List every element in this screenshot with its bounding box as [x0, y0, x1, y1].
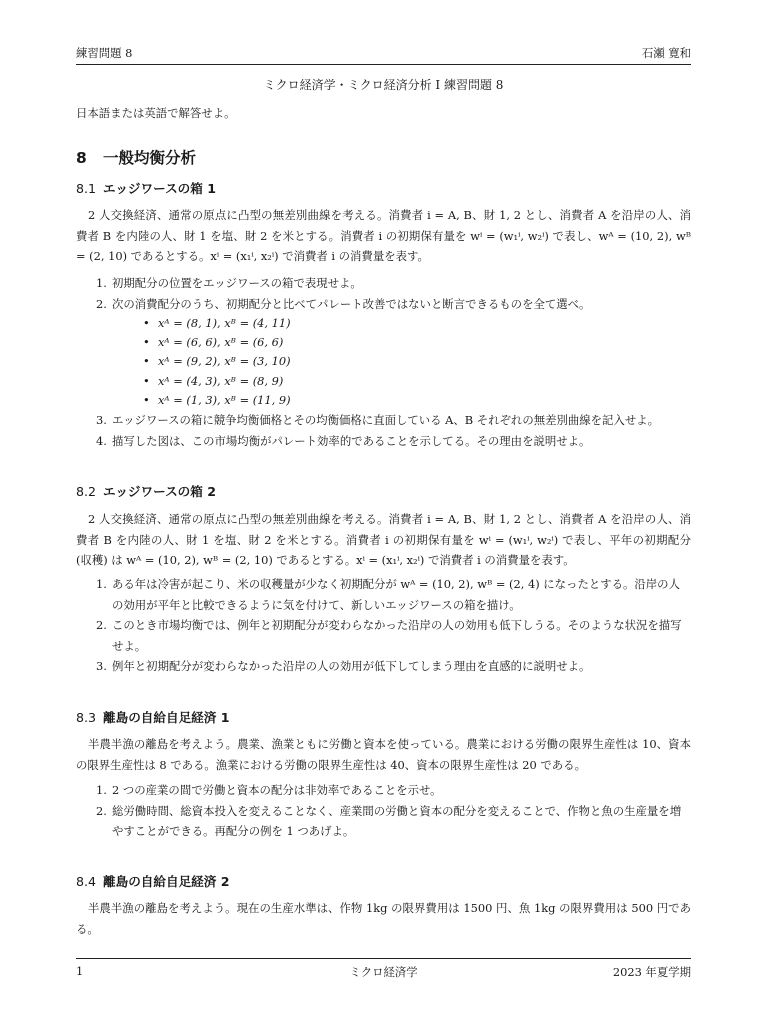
- problem-paragraph-8-2: 2 人交換経済、通常の原点に凸型の無差別曲線を考える。消費者 i = A, B、財 1, 2 とし、消費者 A を沿岸の人、消費者 B を内陸の人、財 1 を塩、財 2 を米とする。消費者 i の初期保有量を wⁱ = (w₁ⁱ, w₂ⁱ) で表し、平年の初期配分 (収穫) は wᴬ = (10, 2), wᴮ = (2, 10) であるとする。xⁱ = (x₁ⁱ, x₂ⁱ) で消費者 i の消費量を表す。: [76, 512, 691, 567]
- footer-center: ミクロ経済学: [349, 965, 418, 979]
- section-heading: [76, 146, 196, 168]
- list-item: 4. 描写した図は、この市場均衡がパレート効率的であることを示してる。その理由を説明せよ。: [96, 433, 591, 448]
- subsection-heading-8-1: [76, 178, 216, 197]
- subsection-number: 8.4: [76, 874, 97, 889]
- subsection-heading-8-3: [76, 707, 230, 726]
- subsection-title: エッジワースの箱 1: [103, 181, 217, 196]
- header-left: 練習問題 8: [76, 46, 133, 60]
- problem-paragraph-8-3: 半農半漁の離島を考えよう。農業、漁業ともに労働と資本を使っている。農業における労働の限界生産性は 10、資本の限界生産性は 8 である。漁業における労働の限界生産性は 40、資本の限界生産性は 20 である。: [76, 737, 691, 772]
- subsection-heading-8-2: [76, 481, 216, 500]
- subsection-title: 離島の自給自足経済 2: [103, 874, 230, 889]
- question-list-8-3: [76, 780, 691, 842]
- header-right: 石瀬 寛和: [641, 46, 691, 60]
- language-note: 日本語または英語で解答せよ。: [76, 106, 236, 120]
- section-number: 8: [76, 149, 87, 167]
- list-item: 3. 例年と初期配分が変わらなかった沿岸の人の効用が低下してしまう理由を直感的に説明せよ。: [96, 659, 591, 673]
- list-item: 2. このとき市場均衡では、例年と初期配分が変わらなかった沿岸の人の効用も低下しうる。そのような状況を描写せよ。: [96, 618, 682, 653]
- subsection-heading-8-4: [76, 871, 230, 890]
- list-item: • xᴬ = (6, 6), xᴮ = (6, 6): [143, 335, 284, 350]
- list-item: 2. 総労働時間、総資本投入を変えることなく、産業間の労働と資本の配分を変えることで、作物と魚の生産量を増やすことができる。再配分の例を 1 つあげよ。: [96, 803, 682, 838]
- option-list: [112, 314, 691, 410]
- footer-rule: [76, 958, 691, 959]
- subsection-number: 8.3: [76, 710, 97, 725]
- problem-paragraph-8-4: 半農半漁の離島を考えよう。現在の生産水準は、作物 1kg の限界費用は 1500 円、魚 1kg の限界費用は 500 円である。: [76, 901, 691, 936]
- document-page: [76, 0, 691, 1024]
- list-item: 1. 2 つの産業の間で労働と資本の配分は非効率であることを示せ。: [96, 783, 442, 797]
- header-rule: [76, 64, 691, 65]
- list-item: 1. ある年は冷害が起こり、米の収穫量が少なく初期配分が wᴬ = (10, 2), wᴮ = (2, 4) になったとする。沿岸の人の効用が平年と比較できるように気を付けて、新しいエッジワースの箱を描け。: [96, 577, 680, 612]
- subsection-title: エッジワースの箱 2: [103, 484, 217, 499]
- footer-right: 2023 年夏学期: [612, 965, 691, 979]
- question-list-8-1: [76, 273, 691, 451]
- page-number: 1: [76, 964, 84, 978]
- list-item: 3. エッジワースの箱に競争均衡価格とその均衡価格に直面している A、B それぞれの無差別曲線を記入せよ。: [96, 413, 660, 428]
- document-title: ミクロ経済学・ミクロ経済分析 I 練習問題 8: [263, 78, 504, 92]
- running-footer: [76, 964, 691, 980]
- running-header: [76, 45, 691, 61]
- list-item: 2. 次の消費配分のうち、初期配分と比べてパレート改善ではないと断言できるものを全て選べ。 • xᴬ = (8, 1), xᴮ = (4, 11) • xᴬ = (6, 6), xᴮ = (6, 6) • xᴬ = (9, 2), xᴮ = (3, 10) • xᴬ = (4, 3), xᴮ = (8, 9) • xᴬ = (1, 3), xᴮ = (11, 9): [76, 294, 691, 411]
- list-item: • xᴬ = (1, 3), xᴮ = (11, 9): [143, 392, 291, 407]
- list-item: • xᴬ = (9, 2), xᴮ = (3, 10): [143, 354, 291, 369]
- question-list-8-2: [76, 574, 691, 677]
- list-item: • xᴬ = (4, 3), xᴮ = (8, 9): [143, 373, 284, 388]
- subsection-number: 8.1: [76, 181, 97, 196]
- section-title: 一般均衡分析: [103, 149, 197, 167]
- subsection-title: 離島の自給自足経済 1: [103, 710, 230, 725]
- problem-paragraph-8-1: 2 人交換経済、通常の原点に凸型の無差別曲線を考える。消費者 i = A, B、財 1, 2 とし、消費者 A を沿岸の人、消費者 B を内陸の人、財 1 を塩、財 2 を米とする。消費者 i の初期保有量を wⁱ = (w₁ⁱ, w₂ⁱ) で表し、wᴬ = (10, 2), wᴮ = (2, 10) であるとする。xⁱ = (x₁ⁱ, x₂ⁱ) で消費者 i の消費量を表す。: [76, 208, 691, 263]
- list-item: • xᴬ = (8, 1), xᴮ = (4, 11): [143, 316, 291, 330]
- subsection-number: 8.2: [76, 484, 97, 499]
- list-item: 1. 初期配分の位置をエッジワースの箱で表現せよ。: [96, 276, 362, 290]
